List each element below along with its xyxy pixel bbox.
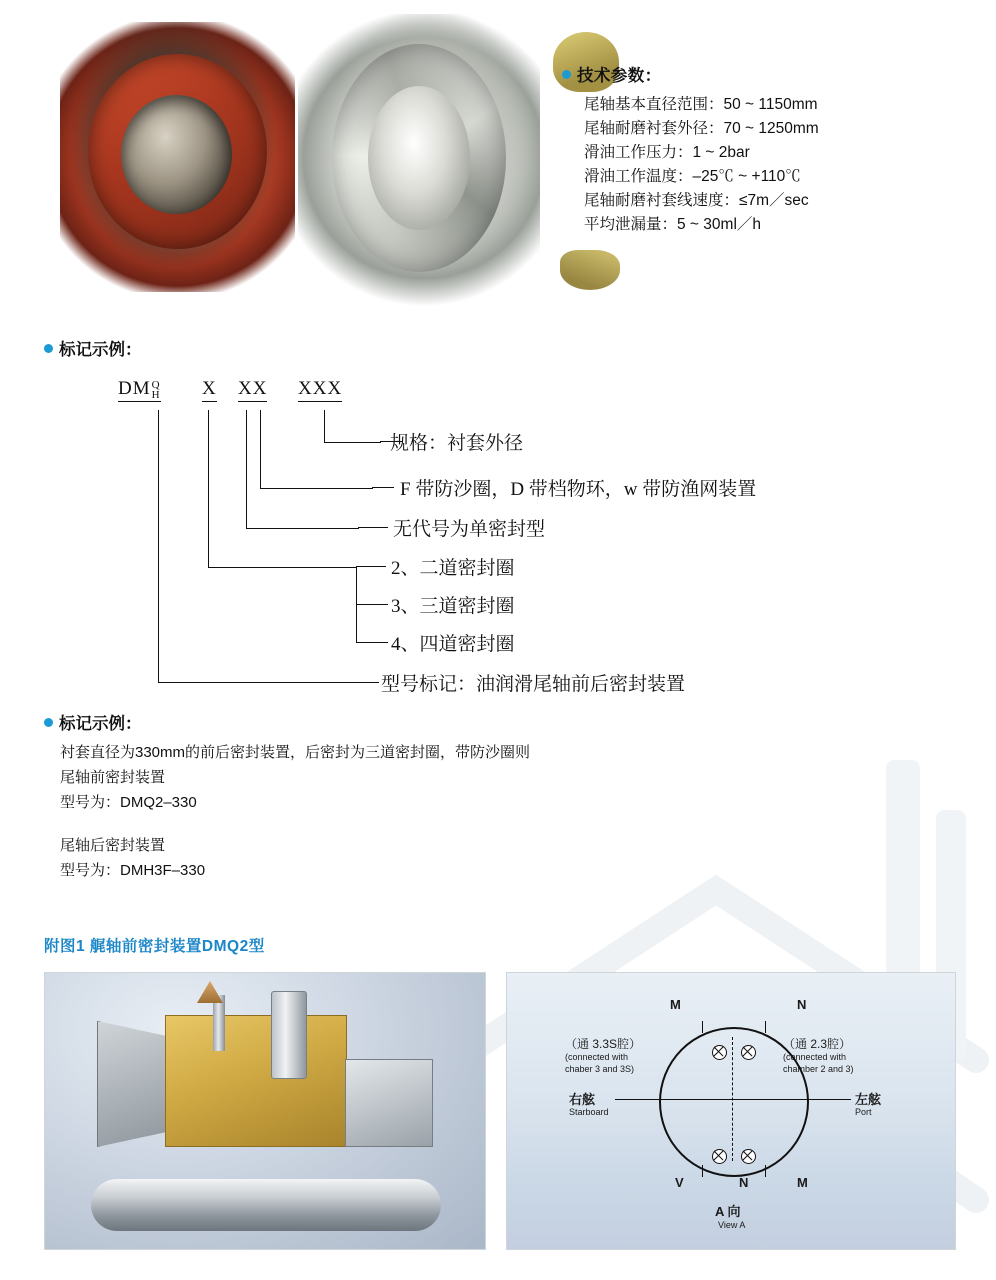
code-stack-top: Q bbox=[151, 378, 161, 391]
code-description: 4、四道密封圈 bbox=[391, 634, 515, 655]
schematic-horizontal-axis bbox=[615, 1099, 851, 1100]
product-photos bbox=[60, 14, 540, 314]
figure-caption: 附图1 艉轴前密封装置DMQ2型 bbox=[44, 938, 265, 955]
code-token-dmh bbox=[118, 378, 161, 402]
schematic-drawing bbox=[507, 973, 955, 1249]
code-token-xx: XX bbox=[238, 378, 267, 402]
schematic-label-m-bottom: M bbox=[797, 1175, 808, 1190]
figure-part-bolt bbox=[271, 991, 307, 1079]
schematic-view-label-cn: A 向 bbox=[715, 1204, 741, 1219]
code-description: 无代号为单密封型 bbox=[393, 519, 546, 540]
spacer bbox=[60, 815, 760, 833]
schematic-note-right-en-2: chamber 2 and 3) bbox=[783, 1064, 854, 1074]
technical-parameters-heading bbox=[562, 62, 982, 86]
bullet-dot-icon bbox=[44, 718, 53, 727]
figure-sectional-photo bbox=[44, 972, 486, 1250]
schematic-vertical-axis bbox=[732, 1037, 733, 1161]
schematic-note-left-en-2: chaber 3 and 3S) bbox=[565, 1064, 635, 1074]
schematic-port-mark bbox=[712, 1045, 727, 1060]
schematic-port-mark bbox=[712, 1149, 727, 1164]
marking-example-2-line: 型号为：DMQ2–330 bbox=[60, 794, 197, 811]
schematic-tick bbox=[765, 1165, 766, 1177]
spec-item: 尾轴耐磨衬套外径：70 ~ 1250mm bbox=[584, 120, 819, 137]
bullet-dot-icon bbox=[44, 344, 53, 353]
marking-example-2-body bbox=[60, 740, 760, 883]
code-description: 3、三道密封圈 bbox=[391, 596, 515, 617]
schematic-tick bbox=[702, 1021, 703, 1033]
schematic-label-v-bottom: V bbox=[675, 1175, 684, 1190]
spec-item: 尾轴基本直径范围：50 ~ 1150mm bbox=[584, 96, 818, 113]
figure-part-housing-right bbox=[345, 1059, 433, 1147]
spec-item: 滑油工作温度：–25℃ ~ +110℃ bbox=[584, 168, 801, 185]
figure-part-stud bbox=[213, 995, 225, 1051]
spec-item: 尾轴耐磨衬套线速度：≤7m／sec bbox=[584, 192, 809, 209]
figure-part-shaft bbox=[91, 1179, 441, 1231]
marking-example-2-heading-text: 标记示例： bbox=[59, 715, 142, 733]
schematic-label-n-bottom: N bbox=[739, 1175, 749, 1190]
spec-item: 滑油工作压力：1 ~ 2bar bbox=[584, 144, 750, 161]
code-stack-bottom: H bbox=[151, 388, 161, 401]
schematic-label-n-top: N bbox=[797, 997, 807, 1012]
schematic-note-right-cn: （通 2.3腔） bbox=[783, 1037, 852, 1051]
schematic-note-left-en-1: (connected with bbox=[565, 1052, 629, 1062]
schematic-tick bbox=[702, 1165, 703, 1177]
marking-example-2-line: 衬套直径为330mm的前后密封装置，后密封为三道密封圈，带防沙圈则 bbox=[60, 744, 531, 761]
schematic-view-label-en: View A bbox=[718, 1220, 746, 1230]
figure-part-bronze-body bbox=[165, 1015, 347, 1147]
code-description: 规格：衬套外径 bbox=[390, 433, 524, 454]
code-description: 型号标记：油润滑尾轴前后密封装置 bbox=[381, 674, 686, 695]
technical-parameters-heading-text: 技术参数： bbox=[577, 67, 662, 85]
schematic-port-mark bbox=[741, 1045, 756, 1060]
schematic-label-port-en: Port bbox=[855, 1107, 872, 1117]
product-photo-seal-housing bbox=[60, 22, 295, 292]
marking-example-2-line: 尾轴前密封装置 bbox=[60, 769, 166, 786]
schematic-note-left-cn: （通 3.3S腔） bbox=[565, 1037, 642, 1051]
code-token-x: X bbox=[202, 378, 217, 402]
schematic-port-mark bbox=[741, 1149, 756, 1164]
code-prefix: DM bbox=[118, 378, 151, 399]
schematic-note-right-en-1: (connected with bbox=[783, 1052, 847, 1062]
technical-parameters-list bbox=[584, 93, 982, 237]
code-token-xxx: XXX bbox=[298, 378, 342, 402]
photo-detail-gold-bottom bbox=[560, 250, 620, 290]
schematic-tick bbox=[765, 1021, 766, 1033]
marking-example-2-line: 尾轴后密封装置 bbox=[60, 837, 166, 854]
technical-parameters bbox=[562, 62, 982, 237]
bullet-dot-icon bbox=[562, 70, 571, 79]
schematic-label-starboard-en: Starboard bbox=[569, 1107, 609, 1117]
code-description: 2、二道密封圈 bbox=[391, 558, 515, 579]
figure-part-cone bbox=[197, 981, 223, 1003]
product-photo-seal-assembly bbox=[298, 14, 540, 314]
schematic-label-starboard-cn: 右舷 bbox=[569, 1092, 596, 1107]
marking-example-1-heading bbox=[44, 336, 142, 360]
marking-example-2-line: 型号为：DMH3F–330 bbox=[60, 862, 206, 879]
model-code-diagram bbox=[110, 366, 960, 696]
spec-item: 平均泄漏量：5 ~ 30ml／h bbox=[584, 216, 762, 233]
schematic-label-port-cn: 左舷 bbox=[855, 1092, 882, 1107]
code-description: F 带防沙圈，D 带档物环，w 带防渔网装置 bbox=[400, 479, 757, 500]
marking-example-1-heading-text: 标记示例： bbox=[59, 341, 142, 359]
figure-schematic-view-a bbox=[506, 972, 956, 1250]
marking-example-2-heading bbox=[44, 710, 142, 734]
schematic-label-m-top: M bbox=[670, 997, 681, 1012]
leader-line-7 bbox=[158, 410, 379, 683]
